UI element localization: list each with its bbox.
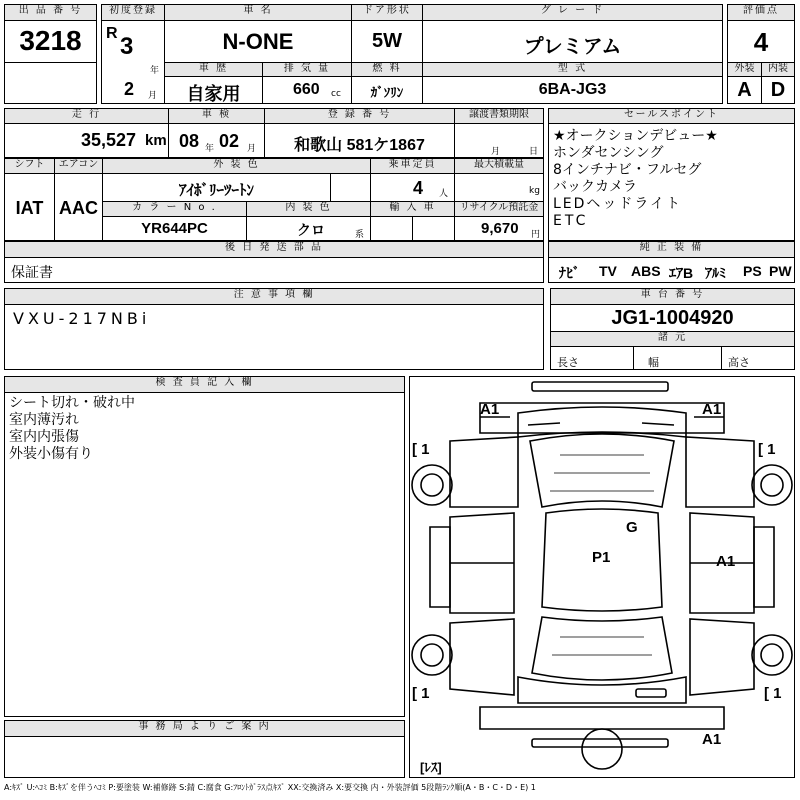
equipment-box [548, 257, 795, 283]
shift-value: IAT [15, 198, 44, 218]
legend: A:ｷｽﾞ U:ﾍｺﾐ B:ｷｽﾞを伴うﾍｺﾐ P:要塗装 W:補修跡 S:錆 C:腐食 G:ﾌﾛﾝﾄｶﾞﾗｽ点ｷｽﾞ XX:交換済み X:要交換 内・外装評価 5段階ﾗﾝｸ順(A・B・C・D・E) 1 [4, 783, 536, 792]
transfer-box [454, 123, 544, 158]
mileage-label: 走 行 [4, 108, 169, 124]
grade-label: グ レ ー ド [422, 4, 723, 21]
capacity-label: 乗車定員 [370, 158, 455, 174]
dims-length-box [550, 346, 634, 370]
later-parts-value: 保証書 [11, 265, 53, 281]
inspector-line: シート切れ・破れ中 [9, 395, 135, 411]
grade-value: プレミアム [523, 36, 622, 58]
inspector-line: 外装小傷有り [9, 446, 93, 462]
mark-a1-front-left: A1 [480, 401, 500, 418]
inspector-label: 検 査 員 記 入 欄 [4, 376, 405, 393]
dims-length: 長さ [557, 356, 579, 369]
mark-a1-front-right: A1 [702, 401, 722, 418]
inspection-year: 08 [179, 131, 200, 151]
model-value: 6BA-JG3 [538, 81, 607, 98]
import-box-b [412, 216, 455, 241]
mark-a1-right-side: A1 [716, 553, 736, 570]
sales-point-line: ★オークションデビュー★ [553, 128, 718, 144]
plate-value: 和歌山 581ケ1867 [294, 137, 425, 154]
mark-tire-rear-right: [ 1 [764, 685, 782, 702]
mileage-value: 35,527 [81, 130, 137, 150]
score-value: 4 [753, 27, 769, 57]
first-reg-label: 初度登録 [101, 4, 165, 21]
displacement-unit: cc [331, 89, 341, 99]
ext-color-label: 外 装 色 [102, 158, 371, 174]
exterior-box [727, 76, 762, 104]
mark-a1-rear: A1 [702, 731, 722, 748]
model-box [422, 76, 723, 104]
ext-color-box [102, 173, 331, 202]
mark-g: G [626, 519, 638, 536]
import-label: 輸 入 車 [370, 201, 455, 217]
max-load-box [454, 173, 544, 202]
first-reg-year-unit: 年 [150, 66, 160, 76]
exterior-value: A [737, 79, 752, 101]
notes-value: VXU-217NBi [13, 309, 151, 328]
lot-no-blank [4, 62, 97, 104]
first-reg-month-unit: 月 [148, 91, 158, 101]
ac-value: AAC [59, 198, 98, 218]
sales-point-line: ETC [553, 213, 589, 229]
capacity-unit: 人 [439, 189, 449, 199]
car-name-value: N-ONE [222, 29, 294, 54]
lot-no-box [4, 20, 97, 63]
later-parts-label: 後 日 発 送 部 品 [4, 241, 544, 258]
inspection-label: 車 検 [168, 108, 265, 124]
plate-box [264, 123, 455, 158]
inspector-box [4, 392, 405, 717]
equipment-ps: PS [743, 263, 762, 279]
chassis-label: 車 台 番 号 [550, 288, 795, 305]
mileage-box [4, 123, 169, 158]
mark-tire-front-right: [ 1 [758, 441, 776, 458]
history-box [164, 76, 263, 104]
history-label: 車 歴 [164, 62, 263, 77]
door-value: 5W [372, 30, 402, 52]
damage-diagram [409, 376, 795, 778]
office-box [4, 736, 405, 778]
first-reg-year: 3 [120, 33, 134, 60]
notes-box [4, 304, 544, 370]
exterior-label: 外装 [727, 62, 762, 77]
inspector-line: 室内薄汚れ [9, 412, 79, 428]
dims-width: 幅 [648, 356, 659, 369]
int-color-label: 内 装 色 [246, 201, 371, 217]
capacity-box [370, 173, 455, 202]
int-color-unit: 系 [355, 230, 365, 240]
equipment-label: 純 正 装 備 [548, 241, 795, 258]
equipment-abs: ABS [631, 263, 661, 279]
transfer-label: 譲渡書類期限 [454, 108, 544, 124]
recycle-label: リサイクル預託金 [454, 201, 544, 217]
chassis-value: JG1-1004920 [611, 307, 734, 329]
car-outline [410, 377, 794, 777]
inspection-month: 02 [219, 131, 240, 151]
color-no-box [102, 216, 247, 241]
recycle-unit: 円 [531, 230, 541, 240]
sales-points-label: セールスポイント [548, 108, 795, 124]
notes-label: 注 意 事 項 欄 [4, 288, 544, 305]
grade-box [422, 20, 723, 63]
ext-color-value: ｱｲﾎﾞﾘｰﾂｰﾄﾝ [178, 182, 254, 199]
interior-label: 内装 [761, 62, 795, 77]
displacement-label: 排 気 量 [262, 62, 352, 77]
shift-label: シフト [4, 158, 55, 174]
int-color-value: クロ [297, 222, 325, 238]
office-label: 事 務 局 よ り ご 案 内 [4, 720, 405, 737]
shift-box [4, 173, 55, 241]
ac-label: エアコン [54, 158, 103, 174]
equipment-alloy: ｱﾙﾐ [705, 265, 726, 281]
dims-label: 諸 元 [550, 331, 795, 347]
max-load-unit: kg [529, 186, 540, 196]
dims-height: 高さ [728, 356, 750, 369]
mark-spare: [ﾚｽ] [420, 760, 442, 775]
transfer-day-unit: 日 [529, 147, 539, 157]
lot-no-value: 3218 [19, 25, 82, 56]
dims-width-box [633, 346, 722, 370]
mark-tire-front-left: [ 1 [412, 441, 430, 458]
door-label: ドア形状 [351, 4, 423, 21]
score-label: 評価点 [727, 4, 795, 21]
sales-point-line: LEDヘッドライト [553, 196, 683, 212]
displacement-box [262, 76, 352, 104]
history-value: 自家用 [186, 84, 241, 104]
sales-points-box [548, 123, 795, 241]
color-no-value: YR644PC [141, 220, 208, 237]
door-box [351, 20, 423, 63]
equipment-tv: TV [599, 263, 617, 279]
later-parts-box [4, 257, 544, 283]
mark-p1: P1 [592, 549, 611, 566]
sales-point-line: バックカメラ [553, 179, 637, 195]
mileage-unit: km [145, 132, 167, 149]
model-label: 型 式 [422, 62, 723, 77]
sales-point-line: 8インチナビ・フルセグ [553, 162, 702, 178]
transfer-month-unit: 月 [491, 147, 501, 157]
recycle-value: 9,670 [481, 220, 519, 237]
ext-color-extra [330, 173, 371, 202]
first-reg-box [101, 20, 165, 104]
lot-no-label: 出 品 番 号 [4, 4, 97, 21]
chassis-box [550, 304, 795, 332]
fuel-value: ｶﾞｿﾘﾝ [370, 85, 404, 100]
import-box-a [370, 216, 413, 241]
fuel-box [351, 76, 423, 104]
interior-value: D [770, 79, 786, 101]
interior-box [761, 76, 795, 104]
equipment-navi: ﾅﾋﾞ [559, 265, 580, 281]
plate-label: 登 録 番 号 [264, 108, 455, 124]
first-reg-month: 2 [124, 79, 135, 99]
inspector-line: 室内内張傷 [9, 429, 79, 445]
max-load-label: 最大積載量 [454, 158, 544, 174]
equipment-pw: PW [769, 263, 792, 279]
car-name-label: 車 名 [164, 4, 352, 21]
sales-point-line: ホンダセンシング [553, 145, 664, 161]
color-no-label: カ ラ ー N o . [102, 201, 247, 217]
mark-tire-rear-left: [ 1 [412, 685, 430, 702]
fuel-label: 燃 料 [351, 62, 423, 77]
score-box [727, 20, 795, 63]
first-reg-era: R [106, 25, 118, 42]
dims-height-box [721, 346, 795, 370]
ac-box [54, 173, 103, 241]
inspection-month-unit: 月 [247, 144, 257, 154]
equipment-airbag: ｴｱB [669, 265, 694, 281]
car-name-box [164, 20, 352, 63]
inspection-box [168, 123, 265, 158]
displacement-value: 660 [293, 81, 320, 98]
inspection-year-unit: 年 [205, 144, 215, 154]
recycle-box [454, 216, 544, 241]
int-color-box [246, 216, 371, 241]
capacity-value: 4 [413, 178, 424, 198]
